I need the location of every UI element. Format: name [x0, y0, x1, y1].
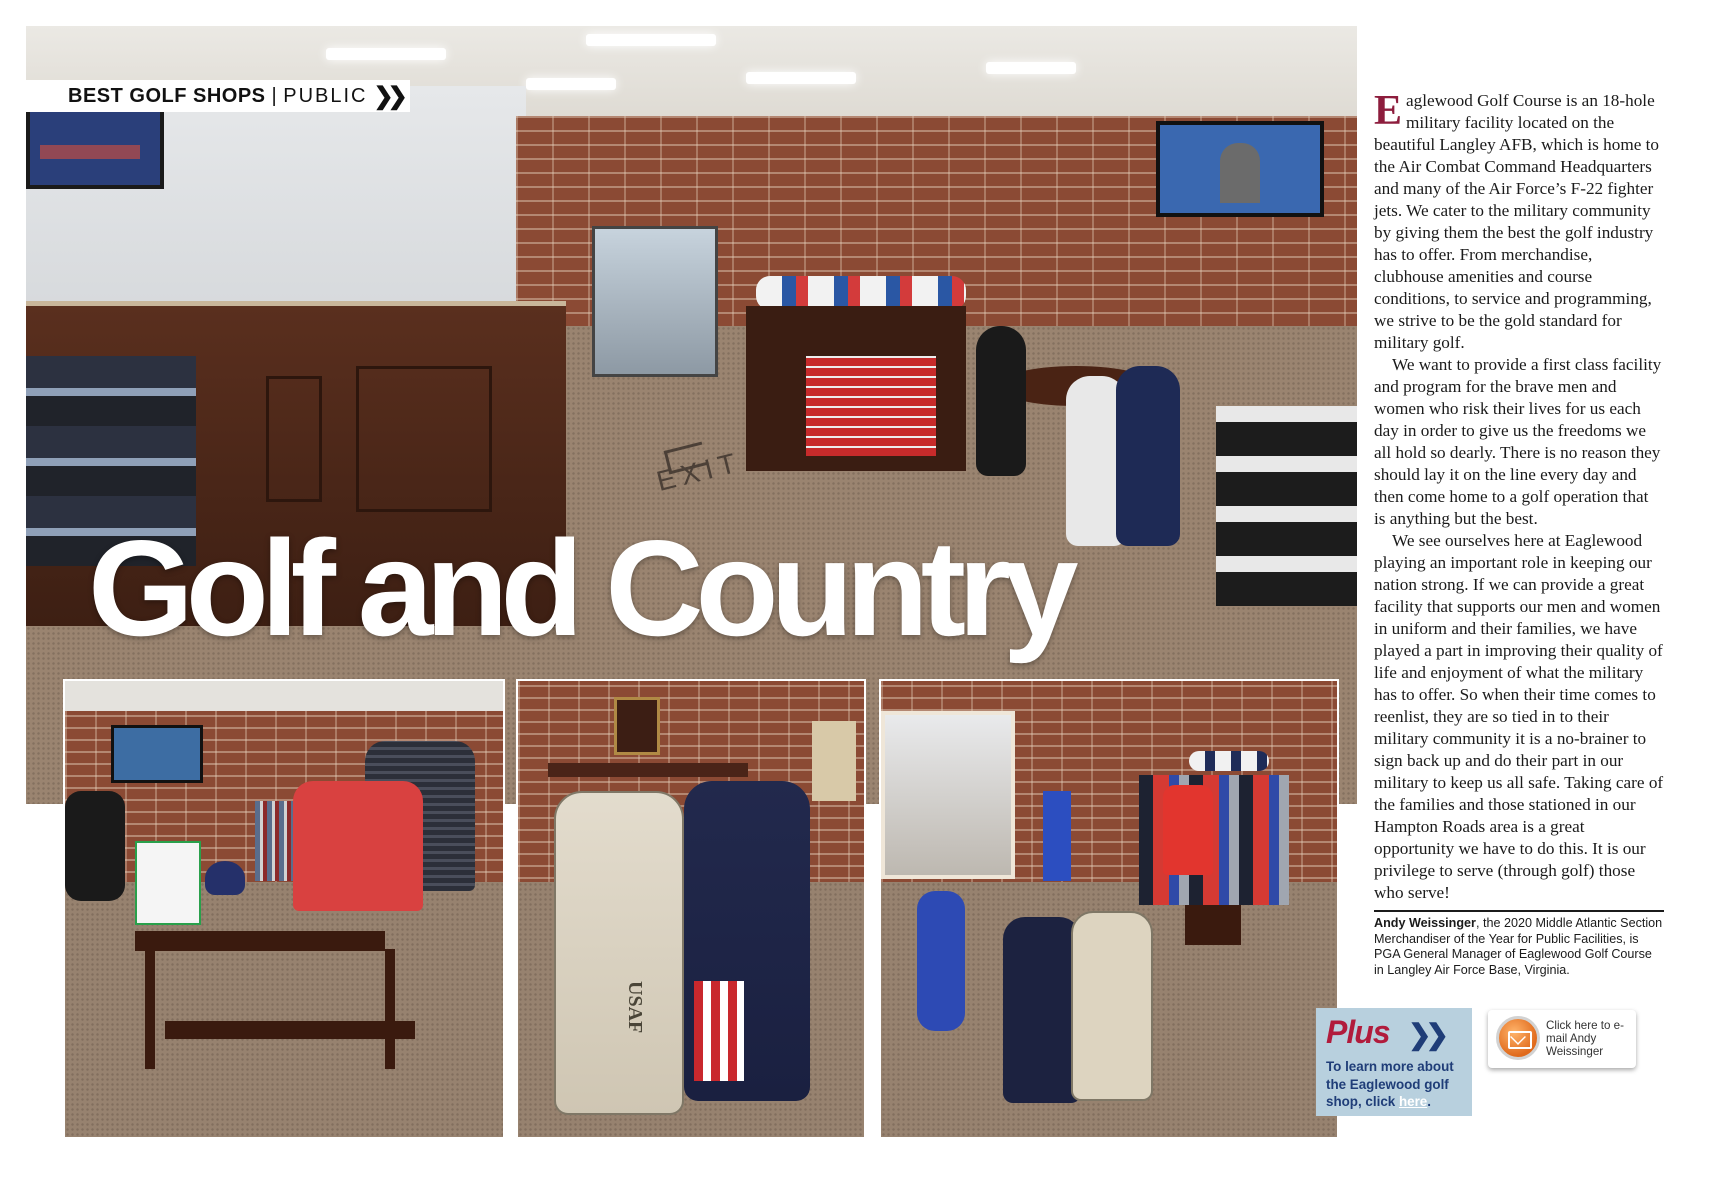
red-polo-shirt [1163, 785, 1213, 875]
author-name: Andy Weissinger [1374, 916, 1476, 930]
ceiling-light [986, 62, 1076, 74]
plus-text-end: . [1427, 1094, 1431, 1109]
author-bio-text: , the 2020 Middle Atlantic Section Merchandiser of the Year for Public Facilities, is PGA General Manager of Eaglewood Golf Course in Langley Air Force Base, Virginia. [1374, 916, 1663, 977]
photo-apparel-display [63, 679, 505, 1139]
ceiling-light [326, 48, 446, 60]
red-polo-shirt [293, 781, 423, 911]
ball-box-shelf [1216, 406, 1357, 606]
email-icon [1496, 1016, 1540, 1060]
article-paragraph-1 [1374, 90, 1664, 354]
here-link[interactable]: here [1398, 1094, 1428, 1109]
section-tag [26, 80, 410, 112]
plus-title: Plus [1326, 1014, 1390, 1050]
ceiling [65, 681, 503, 711]
drop-cap: E [1374, 88, 1403, 134]
section-label: BEST GOLF SHOPS [68, 84, 266, 107]
doorway [881, 711, 1015, 879]
white-golf-bag [554, 791, 684, 1115]
golf-bag [1116, 366, 1180, 546]
rack-stand [1185, 905, 1241, 945]
hat-display [756, 276, 966, 310]
tv-screen-right [1156, 121, 1324, 217]
author-bio [1374, 916, 1664, 978]
plus-box [1316, 1008, 1472, 1116]
exit-floor-text: EXIT [653, 446, 745, 497]
article-paragraph-2: We want to provide a first class facility and program for the brave men and women who risk their lives for us each day in order to give us the freedoms we all hold so dearly. There is no reason they should lay it on the line every day and then come home to a golf operation that is anything but the best. [1374, 355, 1662, 528]
email-button-label: Click here to e-mail Andy Weissinger [1546, 1019, 1624, 1058]
table-legs [145, 949, 395, 1069]
ceiling-light [526, 78, 616, 90]
headline: Golf and Country [88, 512, 1071, 664]
tv-screen [111, 725, 203, 783]
double-chevron-right-icon: ❯❯ [373, 82, 402, 110]
usaf-bag-text: USAF [624, 981, 646, 1034]
plus-text-body: To learn more about the Eaglewood golf shop, click [1326, 1059, 1454, 1109]
ceiling-light [586, 34, 716, 46]
brand-sign [1043, 791, 1071, 881]
display-table [135, 931, 385, 951]
us-flag-pattern [694, 981, 744, 1081]
golf-bags [65, 791, 125, 901]
clothing-rack [1139, 775, 1289, 905]
counter-panel [356, 366, 492, 512]
double-chevron-right-icon: ❯❯ [1408, 1019, 1443, 1050]
photo-shop-floor [879, 679, 1339, 1139]
photo-golf-bags [516, 679, 866, 1139]
plus-text [1326, 1058, 1466, 1111]
white-golf-bag [1071, 911, 1153, 1101]
clothing-rack [255, 801, 295, 881]
drink-cooler [592, 226, 718, 377]
lower-table [165, 1021, 415, 1039]
section-category: PUBLIC [283, 84, 368, 107]
wall-shelf [548, 763, 748, 777]
section-separator: | [271, 84, 278, 107]
cap-display [1189, 751, 1269, 771]
mannequin-khakis [812, 721, 856, 801]
article-body [1374, 90, 1664, 904]
blue-golf-bag [917, 891, 965, 1031]
ball-display-table [746, 306, 966, 471]
counter-panel [266, 376, 322, 502]
email-andy-button[interactable] [1488, 1010, 1636, 1068]
navy-golf-bag [1003, 917, 1081, 1103]
paragraph-text: aglewood Golf Course is an 18-hole military facility located on the beautiful Langley AFB, which is home to the Air Combat Command Headquarters and many of the Air Force’s F-22 fighter jets. We cater to the military community by giving them the best the golf industry has to offer. From merchandise, clubhouse amenities and course conditions, to service and programming, we strive to be the gold standard for military golf. [1374, 91, 1659, 352]
trophy [205, 861, 245, 895]
ceiling-light [746, 72, 856, 84]
golf-ball-box [135, 841, 201, 925]
award-plaque [614, 697, 660, 755]
golf-bag [976, 326, 1026, 476]
author-divider [1374, 910, 1664, 912]
article-paragraph-3: We see ourselves here at Eaglewood playing an important role in keeping our nation strong. If we can provide a great facility that supports our men and women in uniform and their families, we have played a part in improving their quality of life and enjoyment of what the military has to offer. So when their time comes to reenlist, they are so tied in to their military community it is a no-brainer to sign back up and do their part in our military to keep us all safe. Taking care of the families and those stationed in our Hampton Roads area is a great opportunity we have to do this. It is our privilege to serve (through golf) those who serve! [1374, 531, 1664, 902]
